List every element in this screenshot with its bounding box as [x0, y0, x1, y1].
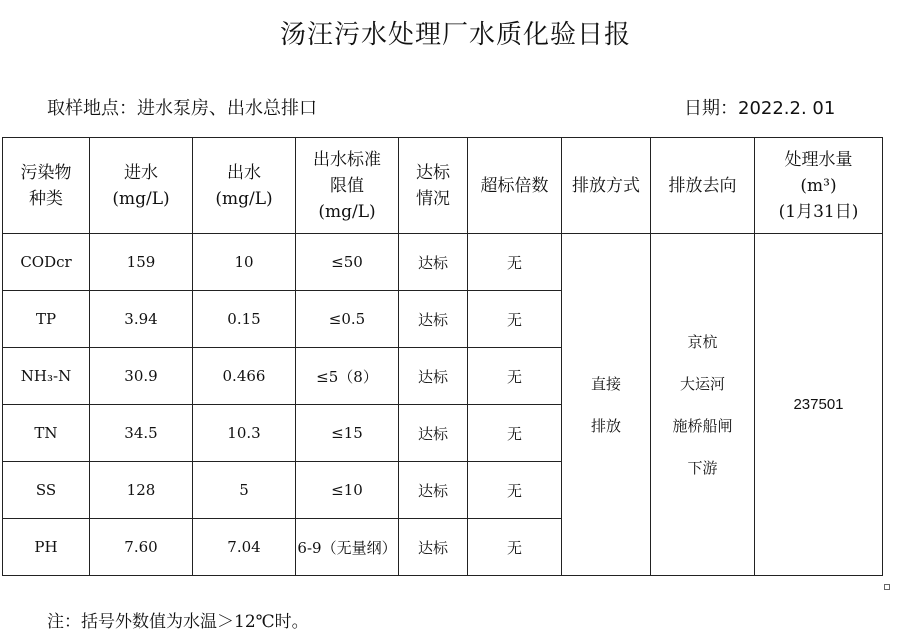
header-outflow: 出水 (mg/L) [193, 138, 296, 234]
exceed-cell: 无 [468, 291, 562, 348]
status-cell: 达标 [399, 348, 468, 405]
report-title: 汤汪污水处理厂水质化验日报 [279, 20, 631, 50]
header-exceed-ratio: 超标倍数 [468, 138, 562, 234]
inflow-cell: 128 [90, 462, 193, 519]
header-compliance: 达标 情况 [399, 138, 468, 234]
limit-cell: ≤0.5 [296, 291, 399, 348]
report-date: 日期：2022.2. 01 [684, 98, 836, 119]
limit-cell: ≤50 [296, 234, 399, 291]
status-cell: 达标 [399, 291, 468, 348]
param-cell: NH₃-N [3, 348, 90, 405]
exceed-cell: 无 [468, 405, 562, 462]
limit-cell: ≤10 [296, 462, 399, 519]
header-treated-volume: 处理水量 (m³) (1月31日) [755, 138, 883, 234]
header-outflow-limit: 出水标准 限值 (mg/L) [296, 138, 399, 234]
inflow-cell: 30.9 [90, 348, 193, 405]
param-cell: PH [3, 519, 90, 576]
header-pollutant-type: 污染物 种类 [3, 138, 90, 234]
outflow-cell: 10.3 [193, 405, 296, 462]
discharge-destination-cell: 京杭 大运河 施桥船闸 下游 [651, 234, 755, 576]
outflow-cell: 0.15 [193, 291, 296, 348]
header-inflow: 进水 (mg/L) [90, 138, 193, 234]
water-quality-table [2, 137, 883, 576]
limit-cell: ≤5（8） [296, 348, 399, 405]
status-cell: 达标 [399, 462, 468, 519]
exceed-cell: 无 [468, 234, 562, 291]
inflow-cell: 34.5 [90, 405, 193, 462]
inflow-cell: 7.60 [90, 519, 193, 576]
header-discharge-method: 排放方式 [562, 138, 651, 234]
header-discharge-destination: 排放去向 [651, 138, 755, 234]
inflow-cell: 3.94 [90, 291, 193, 348]
param-cell: CODcr [3, 234, 90, 291]
limit-cell: 6-9（无量纲） [296, 519, 399, 576]
sampling-location: 取样地点：进水泵房、出水总排口 [47, 98, 317, 119]
table-row [3, 234, 883, 291]
inflow-cell: 159 [90, 234, 193, 291]
table-header-row [3, 138, 883, 234]
param-cell: TN [3, 405, 90, 462]
footnote: 注：括号外数值为水温＞12℃时。 [47, 612, 309, 632]
status-cell: 达标 [399, 405, 468, 462]
exceed-cell: 无 [468, 348, 562, 405]
discharge-method-cell: 直接 排放 [562, 234, 651, 576]
param-cell: TP [3, 291, 90, 348]
treated-volume-cell: 237501 [755, 234, 883, 576]
status-cell: 达标 [399, 234, 468, 291]
limit-cell: ≤15 [296, 405, 399, 462]
outflow-cell: 7.04 [193, 519, 296, 576]
exceed-cell: 无 [468, 519, 562, 576]
outflow-cell: 10 [193, 234, 296, 291]
param-cell: SS [3, 462, 90, 519]
outflow-cell: 5 [193, 462, 296, 519]
exceed-cell: 无 [468, 462, 562, 519]
table-resize-handle [884, 584, 890, 590]
outflow-cell: 0.466 [193, 348, 296, 405]
status-cell: 达标 [399, 519, 468, 576]
